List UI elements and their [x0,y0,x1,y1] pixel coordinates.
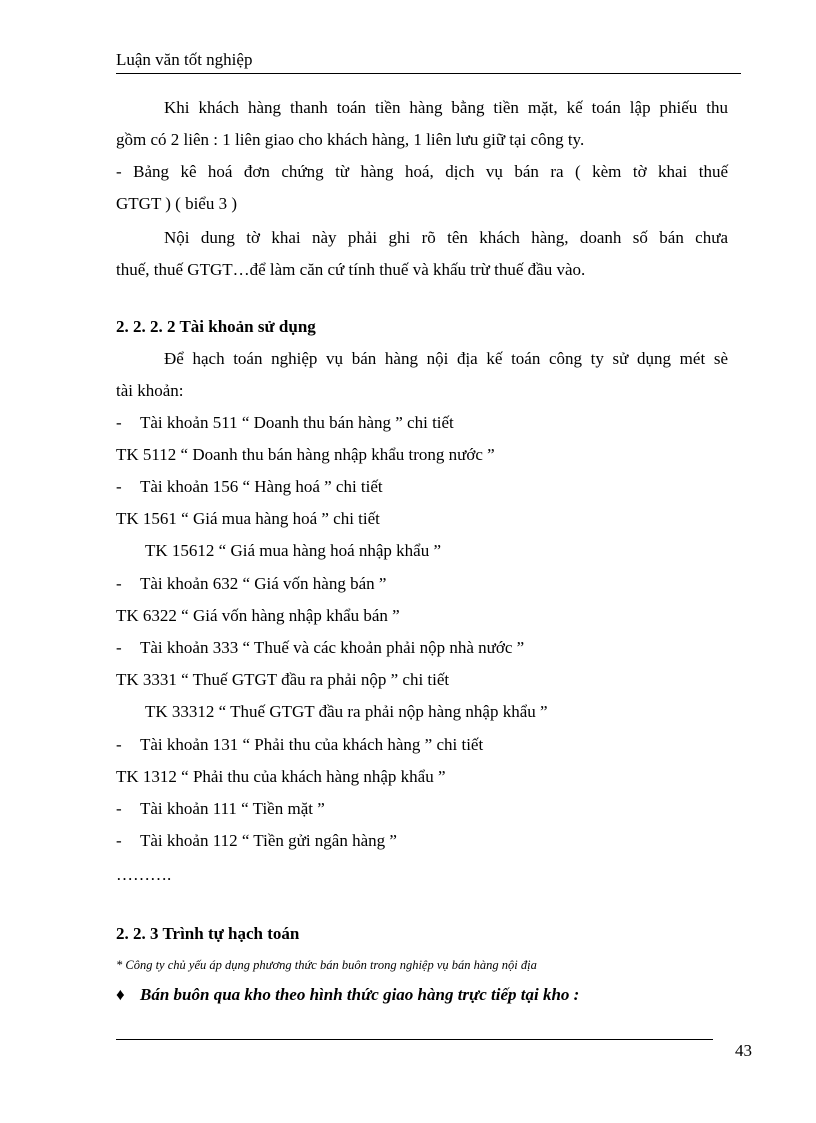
account-item-511: - Tài khoản 511 “ Doanh thu bán hàng ” chi tiết [116,413,454,432]
sub-account-15612: TK 15612 “ Giá mua hàng hoá nhập khẩu ” [145,541,441,560]
account-item-333: - Tài khoản 333 “ Thuế và các khoản phải nộp nhà nước ” [116,638,525,657]
diamond-bullet-icon: ♦ [116,985,125,1004]
account-item-131: - Tài khoản 131 “ Phải thu của khách hàng ” chi tiết [116,735,484,754]
running-header: Luận văn tốt nghiệp [116,50,741,74]
account-label: Tài khoản 156 “ Hàng hoá ” chi tiết [140,477,383,496]
sub-account-33312: TK 33312 “ Thuế GTGT đầu ra phải nộp hàng nhập khẩu ” [145,702,548,721]
sub-account-1312: TK 1312 “ Phải thu của khách hàng nhập khẩu ” [116,767,446,786]
section-heading-2-2-2-2: 2. 2. 2. 2 Tài khoản sử dụng [116,317,316,336]
page-number: 43 [735,1041,752,1060]
paragraph-2-line-1: - Bảng kê hoá đơn chứng từ hàng hoá, dịch vụ bán ra ( kèm tờ khai thuế [116,162,728,181]
sub-account-1561: TK 1561 “ Giá mua hàng hoá ” chi tiết [116,509,380,528]
account-label: Tài khoản 111 “ Tiền mặt ” [140,799,325,818]
paragraph-1-line-1: Khi khách hàng thanh toán tiền hàng bằng tiền mặt, kế toán lập phiếu thu [164,98,728,117]
subheading-line [116,985,728,1005]
account-item-632: - Tài khoản 632 “ Giá vốn hàng bán ” [116,574,387,593]
account-item-112: - Tài khoản 112 “ Tiền gửi ngân hàng ” [116,831,397,850]
paragraph-3-line-2: thuế, thuế GTGT…để làm căn cứ tính thuế và khấu trừ thuế đầu vào. [116,260,586,279]
account-item-156: - Tài khoản 156 “ Hàng hoá ” chi tiết [116,477,383,496]
account-label: Tài khoản 131 “ Phải thu của khách hàng ” chi tiết [140,735,484,754]
note-line: * Công ty chủ yếu áp dụng phương thức bán buôn trong nghiệp vụ bán hàng nội địa [116,958,537,972]
paragraph-4-line-2: tài khoản: [116,381,184,400]
sub-account-5112: TK 5112 “ Doanh thu bán hàng nhập khẩu trong nước ” [116,445,495,464]
account-label: Tài khoản 511 “ Doanh thu bán hàng ” chi tiết [140,413,454,432]
account-item-111: - Tài khoản 111 “ Tiền mặt ” [116,799,325,818]
section-heading-2-2-3: 2. 2. 3 Trình tự hạch toán [116,924,300,943]
account-label: Tài khoản 632 “ Giá vốn hàng bán ” [140,574,387,593]
sub-account-3331: TK 3331 “ Thuế GTGT đầu ra phải nộp ” chi tiết [116,670,450,689]
paragraph-4-line-1: Để hạch toán nghiệp vụ bán hàng nội địa kế toán công ty sử dụng mét sè [164,349,728,368]
ellipsis: ………. [116,865,172,884]
paragraph-2-line-2: GTGT ) ( biểu 3 ) [116,194,238,213]
paragraph-1-line-2: gồm có 2 liên : 1 liên giao cho khách hàng, 1 liên lưu giữ tại công ty. [116,130,585,149]
sub-account-6322: TK 6322 “ Giá vốn hàng nhập khẩu bán ” [116,606,400,625]
paragraph-3-line-1: Nội dung tờ khai này phải ghi rõ tên khách hàng, doanh số bán chưa [164,228,728,247]
account-label: Tài khoản 333 “ Thuế và các khoản phải nộp nhà nước ” [140,638,525,657]
footer-rule [116,1039,713,1040]
account-label: Tài khoản 112 “ Tiền gửi ngân hàng ” [140,831,397,850]
subheading-text: Bán buôn qua kho theo hình thức giao hàng trực tiếp tại kho : [140,985,580,1004]
